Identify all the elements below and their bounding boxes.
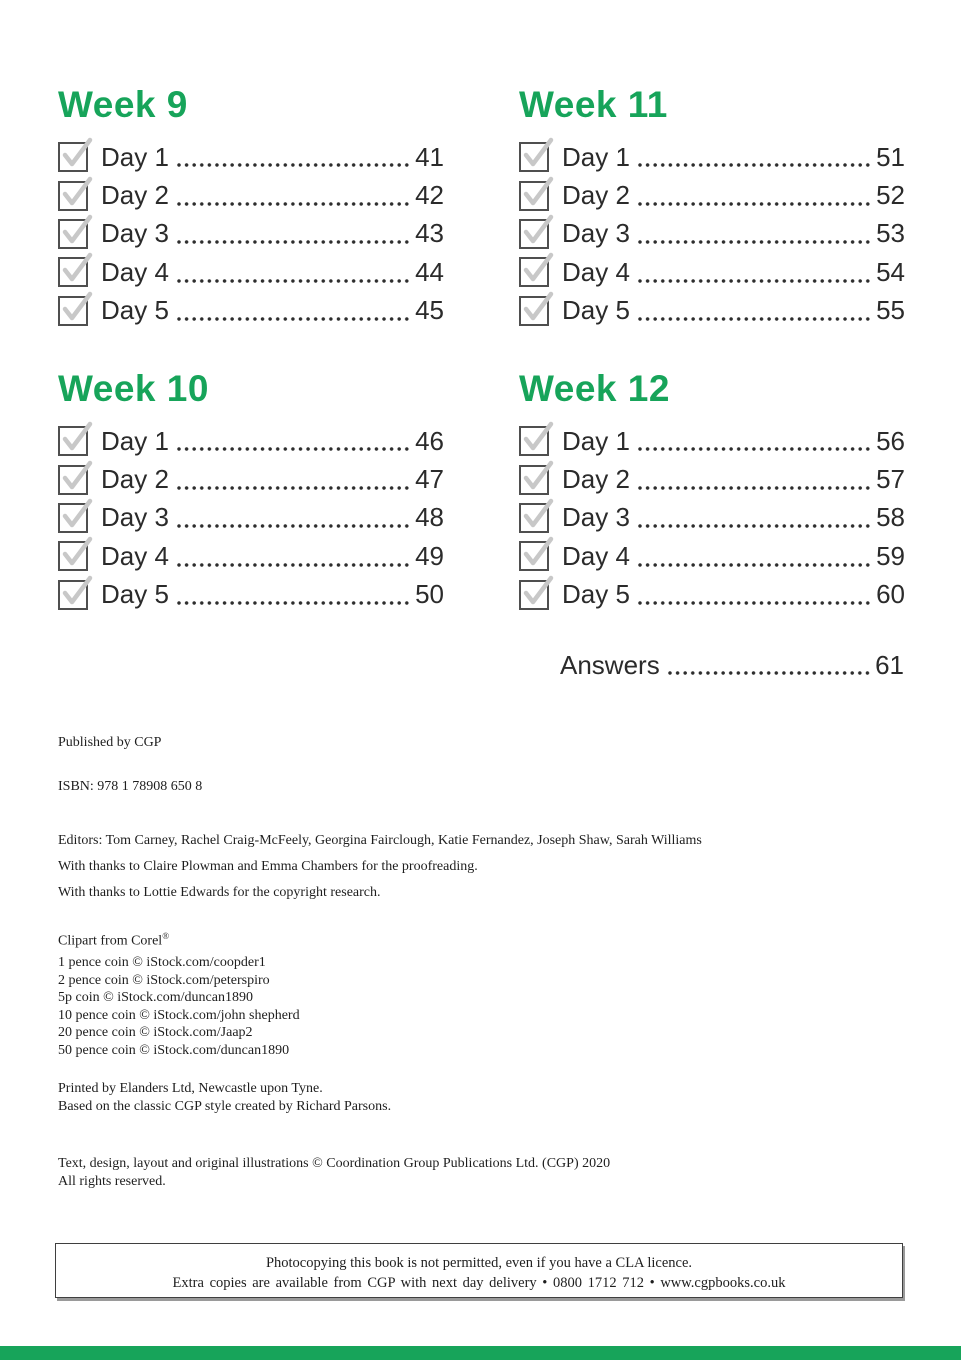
day-label: Day 2 [101,180,169,211]
page-number: 49 [415,540,444,571]
day-label: Day 5 [101,295,169,326]
checkmark-icon [60,136,93,171]
colophon-printer-block [58,1080,898,1115]
day-checkbox[interactable] [58,426,88,456]
day-checkbox[interactable] [519,257,549,287]
day-label: Day 3 [101,502,169,533]
day-label: Day 1 [101,425,169,456]
page-bottom-green-bar [0,1346,961,1360]
page-number: 56 [876,425,905,456]
notice-line1: Photocopying this book is not permitted, even if you have a CLA licence. [265,1255,693,1271]
dot-leader [177,240,412,244]
colophon-copyright: Text, design, layout and original illustrations © Coordination Group Publications Ltd. (CGP) 2020 [58,1156,611,1171]
checkmark-icon [521,497,554,532]
day-label: Day 4 [562,540,630,571]
dot-leader [177,447,412,451]
day-label: Day 1 [562,141,630,172]
page-number: 54 [876,256,905,287]
page-number: 46 [415,425,444,456]
day-checkbox[interactable] [58,503,88,533]
toc-row [519,253,905,291]
checkmark-icon [521,175,554,210]
toc-row [58,499,444,537]
day-checkbox[interactable] [519,465,549,495]
page-number: 51 [876,141,905,172]
day-label: Day 4 [101,256,169,287]
page-number: 43 [415,218,444,249]
checkmark-icon [60,497,93,532]
day-checkbox[interactable] [58,296,88,326]
page-number: 50 [415,579,444,610]
colophon-editors: Editors: Tom Carney, Rachel Craig-McFeely, Georgina Fairclough, Katie Fernandez, Joseph Shaw, Sarah Williams [58,833,702,848]
day-checkbox[interactable] [519,296,549,326]
dot-leader [638,524,873,528]
day-label: Day 1 [562,425,630,456]
dot-leader [638,486,873,490]
day-label: Day 4 [101,540,169,571]
day-label: Day 5 [101,579,169,610]
toc-section-week-9 [58,84,444,330]
toc-row [58,215,444,253]
colophon-printer: Printed by Elanders Ltd, Newcastle upon Tyne. [58,1081,323,1096]
checkmark-icon [60,459,93,494]
page-number: 58 [876,502,905,533]
day-label: Day 5 [562,295,630,326]
dot-leader [638,601,873,605]
toc-section-week-10 [58,368,444,614]
page-number: 41 [415,141,444,172]
week-10-heading: Week 10 [58,368,209,409]
toc-row [58,576,444,614]
dot-leader [177,601,412,605]
checkmark-icon [521,574,554,609]
page-number: 42 [415,180,444,211]
page-number: 60 [876,579,905,610]
page-number: 59 [876,540,905,571]
checkmark-icon [60,251,93,286]
dot-leader [177,524,412,528]
day-checkbox[interactable] [58,181,88,211]
toc-row [519,460,905,498]
coin-credit-line: 5p coin © iStock.com/duncan1890 [58,990,253,1005]
toc-row [519,537,905,575]
checkmark-icon [521,459,554,494]
week-11-heading: Week 11 [519,84,668,125]
page-number: 57 [876,464,905,495]
day-checkbox[interactable] [519,219,549,249]
day-checkbox[interactable] [58,541,88,571]
day-checkbox[interactable] [58,219,88,249]
registered-mark: ® [162,931,170,941]
dot-leader [638,317,873,321]
day-label: Day 2 [562,464,630,495]
toc-row [58,537,444,575]
coin-credit-line: 50 pence coin © iStock.com/duncan1890 [58,1042,290,1058]
page-number: 47 [415,464,444,495]
toc-row [58,460,444,498]
day-checkbox[interactable] [519,541,549,571]
day-label: Day 2 [562,180,630,211]
colophon-copyright-block [58,1155,898,1190]
week-12-heading: Week 12 [519,368,670,409]
dot-leader [177,563,412,567]
toc-section-week-12 [519,368,905,614]
colophon-published: Published by CGP [58,735,162,750]
checkmark-icon [521,290,554,325]
checkmark-icon [60,535,93,570]
day-label: Day 3 [562,502,630,533]
colophon-rights: All rights reserved. [58,1173,166,1189]
coin-credit-line: 2 pence coin © iStock.com/peterspiro [58,972,270,988]
dot-leader [177,202,412,206]
checkmark-icon [60,213,93,248]
dot-leader [638,279,873,283]
page-number: 55 [876,295,905,326]
page-number: 45 [415,295,444,326]
toc-row [58,176,444,214]
week-9-heading: Week 9 [58,84,188,125]
day-label: Day 2 [101,464,169,495]
day-label: Day 3 [562,218,630,249]
dot-leader [638,240,873,244]
day-checkbox[interactable] [58,465,88,495]
toc-row [519,499,905,537]
toc-row [58,292,444,330]
checkmark-icon [521,420,554,455]
toc-row [58,138,444,176]
day-label: Day 3 [101,218,169,249]
coin-credits-block [58,954,898,1059]
dot-leader [638,202,873,206]
answers-entry [560,646,904,684]
toc-row [519,138,905,176]
checkmark-icon [60,420,93,455]
day-checkbox[interactable] [519,580,549,610]
toc-row [519,576,905,614]
day-label: Day 4 [562,256,630,287]
day-checkbox[interactable] [519,426,549,456]
checkmark-icon [60,175,93,210]
day-checkbox[interactable] [58,142,88,172]
coin-credit-line: 1 pence coin © iStock.com/coopder1 [58,955,266,970]
checkmark-icon [521,213,554,248]
dot-leader [177,279,412,283]
colophon-isbn: ISBN: 978 1 78908 650 8 [58,779,203,794]
page-number: 44 [415,256,444,287]
answers-label: Answers [560,649,660,680]
day-label: Day 5 [562,579,630,610]
coin-credit-line: 20 pence coin © iStock.com/Jaap2 [58,1025,253,1040]
colophon-copyright-research-credit: With thanks to Lottie Edwards for the copyright research. [58,885,381,900]
day-checkbox[interactable] [58,257,88,287]
coin-credit-line: 10 pence coin © iStock.com/john shepherd [58,1007,300,1023]
checkmark-icon [521,251,554,286]
colophon-proofreading-credit: With thanks to Claire Plowman and Emma Chambers for the proofreading. [58,859,478,874]
dot-leader [638,447,873,451]
toc-row [519,215,905,253]
clipart-text: Clipart from Corel [58,933,163,949]
toc-row [58,422,444,460]
checkmark-icon [521,535,554,570]
day-checkbox[interactable] [58,580,88,610]
page-number: 52 [876,180,905,211]
toc-row [58,253,444,291]
checkmark-icon [60,574,93,609]
toc-section-week-11 [519,84,905,330]
day-label: Day 1 [101,141,169,172]
colophon-style-credit: Based on the classic CGP style created by Richard Parsons. [58,1098,392,1114]
dot-leader [668,671,872,675]
photocopying-notice-box [55,1243,903,1298]
page-number: 53 [876,218,905,249]
day-checkbox[interactable] [519,142,549,172]
answers-page-number: 61 [875,649,904,680]
checkmark-icon [521,136,554,171]
checkmark-icon [60,290,93,325]
page-number: 48 [415,502,444,533]
toc-row [519,176,905,214]
day-checkbox[interactable] [519,503,549,533]
dot-leader [638,163,873,167]
dot-leader [638,563,873,567]
colophon-clipart-credit [58,928,898,950]
toc-row [519,292,905,330]
toc-row [519,422,905,460]
dot-leader [177,163,412,167]
dot-leader [177,486,412,490]
day-checkbox[interactable] [519,181,549,211]
notice-line2: Extra copies are available from CGP with next day delivery • 0800 1712 712 • www.cgpbooks.co.uk [172,1275,786,1291]
dot-leader [177,317,412,321]
